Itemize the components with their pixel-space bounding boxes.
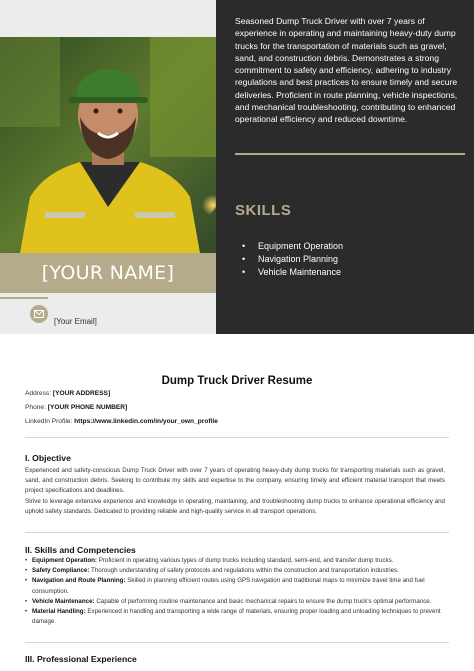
- summary-panel: [216, 0, 474, 334]
- professional-summary: Seasoned Dump Truck Driver with over 7 years of experience in operating and maintaining heavy-duty dump trucks for the transportation of materials such as gravel, sand, and construction debris. Demonstrates a strong commitment to safety and efficiency, adhering to industry regulations and best practices to ensure timely and secure deliveries. Proficient in route planning, vehicle inspections, and mechanical troubleshooting, contributing to enhanced operational efficiency and reduced downtime.: [235, 16, 458, 125]
- envelope-icon: [30, 305, 48, 323]
- competencies-list: [25, 556, 445, 627]
- phone-label: Phone:: [25, 404, 46, 411]
- skills-list: [242, 240, 343, 279]
- linkedin-label: LinkedIn Profile:: [25, 418, 73, 425]
- objective-paragraph: Experienced and safety-conscious Dump Truck Driver with over 7 years of operating heavy-duty dump trucks for transporting materials such as gravel, sand, and construction debris. Seeking to contribute my skills and expertise to the company, ensuring timely and efficient material transport that meets project specifications and deadlines.: [25, 467, 445, 495]
- list-item: • Material Handling: Experienced in handling and transporting a wide range of materials, ensuring proper loading and unloading techniques to prevent damage.: [25, 607, 445, 627]
- profile-photo: [0, 37, 216, 253]
- linkedin-link[interactable]: https://www.linkedin.com/in/your_own_profile: [74, 418, 218, 425]
- list-item: • Navigation and Route Planning: Skilled in planning efficient routes using GPS navigation and traditional maps to minimize travel time and fuel consumption.: [25, 576, 445, 596]
- email-text[interactable]: [Your Email]: [54, 317, 97, 326]
- skill-item: • Vehicle Maintenance: [242, 266, 343, 279]
- contact-address: [25, 390, 110, 397]
- candidate-name: [YOUR NAME]: [41, 262, 175, 284]
- skill-item: • Navigation Planning: [242, 253, 343, 266]
- divider: [235, 153, 465, 155]
- phone-value: [YOUR PHONE NUMBER]: [47, 404, 128, 411]
- objective-paragraph: Strive to leverage extensive experience and knowledge in operating, maintaining, and troubleshooting dump trucks to enhance operational efficiency and uphold safety standards. Dedicated to providing reliable and high-quality service in all transport operations.: [25, 498, 445, 516]
- list-item: • Safety Compliance: Thorough understanding of safety protocols and regulations within the construction and transportation industries.: [25, 566, 445, 576]
- contact-linkedin: [25, 418, 218, 425]
- contact-phone: [25, 404, 127, 411]
- list-item: • Vehicle Maintenance: Capable of performing routine maintenance and basic mechanical repairs to ensure the dump truck's optimal performance.: [25, 597, 445, 607]
- email-section: [0, 293, 216, 334]
- experience-heading: III. Professional Experience: [25, 654, 137, 664]
- address-value: [YOUR ADDRESS]: [52, 390, 111, 397]
- divider: [0, 297, 48, 299]
- list-item: • Equipment Operation: Proficient in operating various types of dump trucks including standard, semi-end, and transfer dump trucks.: [25, 556, 445, 566]
- resume-title: Dump Truck Driver Resume: [161, 375, 313, 387]
- divider: [25, 437, 449, 438]
- divider: [25, 642, 449, 643]
- skills-competencies-heading: II. Skills and Competencies: [25, 545, 136, 555]
- skills-heading: SKILLS: [235, 202, 292, 219]
- header-top-strip: [0, 0, 216, 37]
- address-label: Address:: [25, 390, 52, 397]
- objective-heading: I. Objective: [25, 453, 71, 463]
- name-banner: [0, 253, 216, 293]
- driver-photo-illustration: [0, 37, 216, 253]
- divider: [25, 532, 449, 533]
- skill-item: • Equipment Operation: [242, 240, 343, 253]
